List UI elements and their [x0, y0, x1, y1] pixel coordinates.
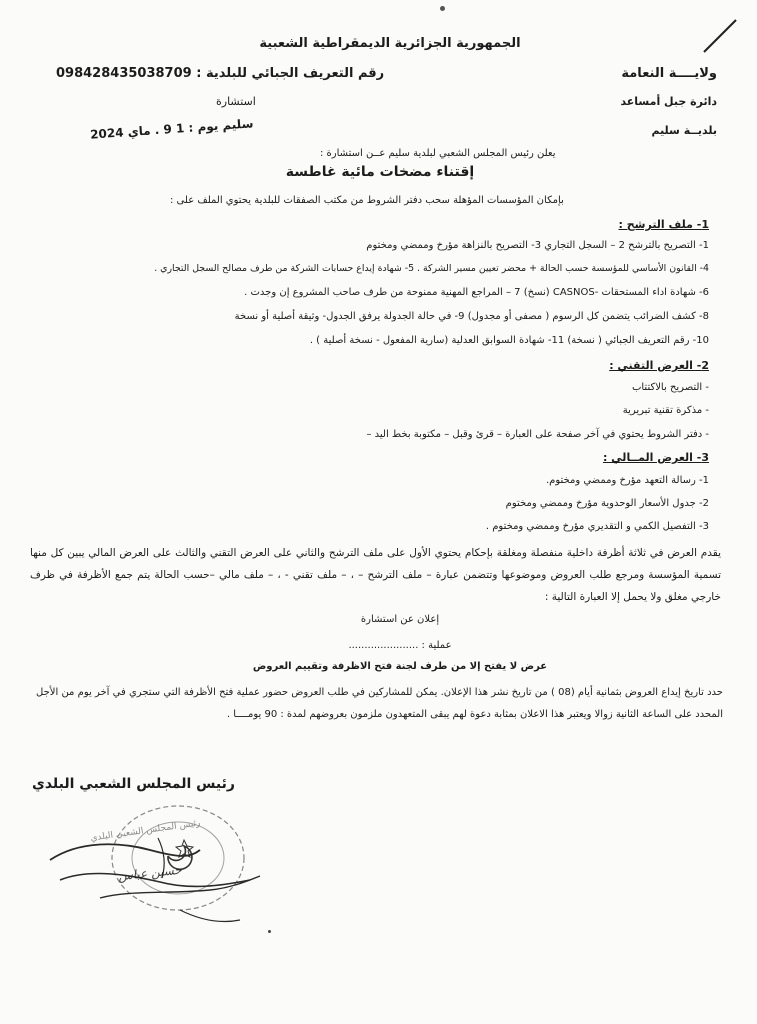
list-item: 10- رقم التعريف الجبائي ( نسخة) 11- شهادة السوابق العدلية (سارية المفعول - نسخة أصلية ) .	[309, 335, 709, 346]
section-heading-application: 1- ملف الترشح :	[618, 218, 709, 231]
envelope-line-3: عرض لا يفتح إلا من طرف لجنة فتح الاظرفة وتقييم العروض	[252, 661, 548, 672]
stamp-text: رئيس المجلس الشعبي البلدي	[89, 818, 202, 844]
tax-id: رقم التعريف الجبائي للبلدية : 098428435038709	[56, 66, 385, 81]
list-item: 2- جدول الأسعار الوحدوية مؤرخ وممضي ومختوم	[505, 498, 709, 509]
envelope-line-2: عملية : ......................	[348, 640, 452, 651]
document-date: سليم يوم : 1 9 . ماي 2024	[89, 116, 254, 142]
section-heading-technical: 2- العرض التقني :	[609, 359, 709, 372]
wilaya-label: ولايــــة النعامة	[621, 66, 717, 81]
daira-label: دائرة جبل أمساعد	[620, 95, 717, 108]
republic-heading: الجمهورية الجزائرية الديمقراطية الشعبية	[259, 36, 521, 51]
deadline-paragraph: حدد تاريخ إيداع العروض بثمانية أيام (08 ) من تاريخ نشر هذا الإعلان. يمكن للمشاركين في طلب العروض حضور عملية فتح الأظرفة التي ستجري في آخر يوم من الأجل المحدد على الساعة الثانية زوالا ويعتبر هذا الاعلان بمثابة دعوة لهم يبقى المتعهدون ملزمون بعروضهم لمدة : 90 يومــــا .	[36, 687, 723, 720]
list-item: 4- القانون الأساسي للمؤسسة حسب الحالة + محضر تعيين مسير الشركة . 5- شهادة إيداع حسابات الشركة من طرف مصالح السجل التجاري .	[154, 263, 709, 274]
list-item: 3- التفصيل الكمي و التقديري مؤرخ وممضي ومختوم .	[485, 521, 709, 532]
list-item: 8- كشف الضرائب يتضمن كل الرسوم ( مصفى أو مجدول) 9- في حالة الجدولة يرفق الجدول- وثيقة أصلية أو نسخة	[234, 311, 709, 322]
signer-name: حسين عباس	[117, 862, 183, 884]
list-item: 1- التصريح بالترشح 2 – السجل التجاري 3- التصريح بالنزاهة مؤرخ وممضي ومختوم	[366, 240, 709, 251]
consultation-label: استشارة	[216, 95, 256, 108]
section-heading-financial: 3- العرض المــالي :	[602, 451, 709, 464]
list-item: 1- رسالة التعهد مؤرخ وممضي ومختوم.	[545, 475, 709, 486]
signature-title: رئيس المجلس الشعبي البلدي	[32, 776, 235, 792]
commune-label: بلديــة سليم	[651, 124, 717, 137]
scan-speck	[268, 930, 271, 933]
list-item: 6- شهادة اداء المستحقات -CASNOS (نسخ) 7 – المراجع المهنية ممنوحة من طرف صاحب المشروع إن وجدت .	[244, 287, 709, 298]
list-item: - دفتر الشروط يحتوي في آخر صفحة على العبارة – قرئ وقبل – مكتوبة بخط اليد –	[366, 429, 709, 440]
list-item: - مذكرة تقنية تبريرية	[622, 405, 709, 416]
intro-line: يعلن رئيس المجلس الشعبي لبلدية سليم عــن استشارة :	[320, 148, 556, 159]
eligibility-line: بإمكان المؤسسات المؤهلة سحب دفتر الشروط من مكتب الصفقات للبلدية يحتوي الملف على :	[170, 195, 564, 206]
pen-mark-icon	[700, 18, 740, 58]
consultation-title: إقتناء مضخات مائية غاطسة	[285, 164, 475, 180]
scan-speck	[440, 6, 445, 11]
submission-instructions: يقدم العرض في ثلاثة أظرفة داخلية منفصلة ومغلقة بإحكام يحتوي الأول على ملف الترشح والثاني على العرض التقني والثالث على العرض المالي يبين كل منها تسمية المؤسسة ومرجع طلب العروض وموضوعها وتتضمن عبارة – ملف الترشح – ، – ملف تقني - ، – ملف مالي –حسب الحالة يتم جمع الأظرفة في ظرف خارجي مغلق ولا يحمل إلا العبارة التالية :	[30, 547, 721, 603]
envelope-line-1: إعلان عن استشارة	[360, 614, 440, 625]
list-item: - التصريح بالاكتتاب	[631, 382, 709, 393]
